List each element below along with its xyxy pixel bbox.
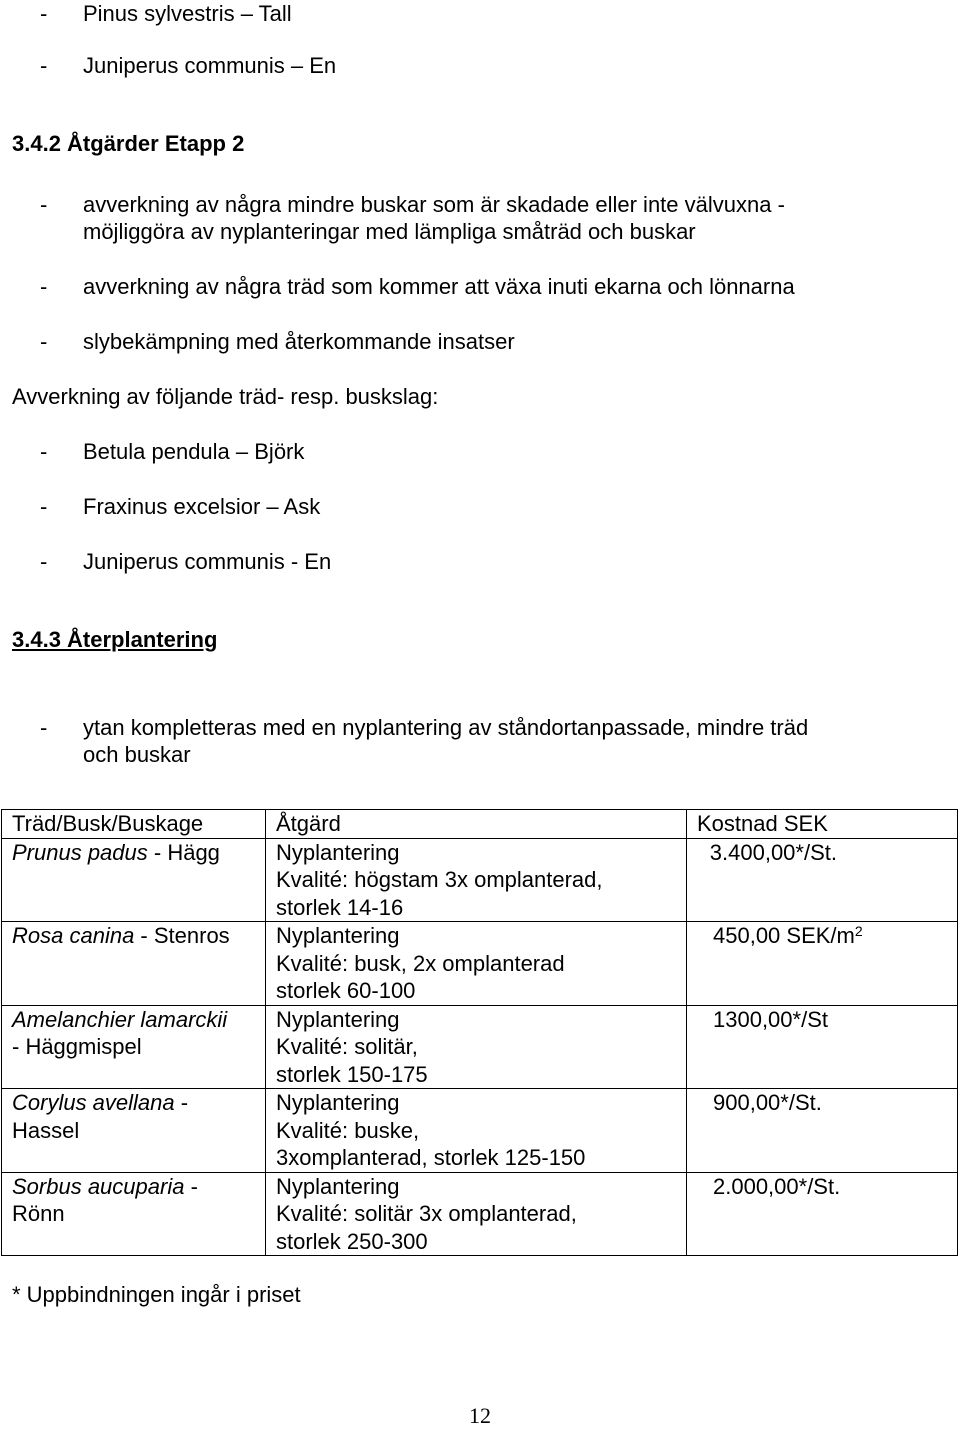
section-heading-343: 3.4.3 Återplantering xyxy=(12,627,218,652)
common-name: Hassel xyxy=(12,1117,80,1143)
table-row xyxy=(2,1005,958,1089)
latin-name: Rosa canina xyxy=(12,923,135,948)
common-name: Rönn xyxy=(12,1201,65,1226)
action-cell: Nyplantering Kvalité: solitär, storlek 150-175 xyxy=(266,1005,687,1089)
common-name: - Stenros xyxy=(134,923,230,948)
page-number: 12 xyxy=(469,1403,491,1428)
cost-table xyxy=(1,809,958,1256)
cost-cell: 1300,00*/St xyxy=(687,1005,958,1089)
latin-name: Sorbus aucuparia xyxy=(12,1173,185,1199)
column-header: Kostnad SEK xyxy=(687,810,958,839)
plant-cell xyxy=(2,838,266,922)
cost-cell: 900,00*/St. xyxy=(687,1089,958,1173)
plant-cell xyxy=(2,1005,266,1089)
removal-intro: Avverkning av följande träd- resp. buskslag: xyxy=(12,384,439,409)
common-name: - Hägg xyxy=(147,839,220,865)
common-name: - xyxy=(184,1173,198,1199)
table-row xyxy=(2,838,958,922)
section-heading-342: 3.4.2 Åtgärder Etapp 2 xyxy=(12,131,245,156)
column-header: Åtgärd xyxy=(266,810,687,839)
table-header-row xyxy=(2,810,958,839)
plant-cell xyxy=(2,922,266,1006)
unit-superscript: 2 xyxy=(854,923,863,939)
latin-name: Corylus avellana xyxy=(12,1090,175,1115)
footnote: * Uppbindningen ingår i priset xyxy=(12,1282,301,1307)
latin-name: Prunus padus xyxy=(12,839,148,865)
column-header: Träd/Busk/Buskage xyxy=(2,810,266,839)
common-name: - Häggmispel xyxy=(12,1034,142,1059)
action-cell: Nyplantering Kvalité: solitär 3x omplanterad, storlek 250-300 xyxy=(266,1172,687,1256)
cost-cell: 2.000,00*/St. xyxy=(687,1172,958,1256)
table-row xyxy=(2,1089,958,1173)
action-cell: Nyplantering Kvalité: buske, 3xomplanterad, storlek 125-150 xyxy=(266,1089,687,1173)
common-name: - xyxy=(174,1090,189,1115)
plant-cell xyxy=(2,1089,266,1173)
cost-cell: 450,00 SEK/$m^2$ xyxy=(687,922,958,1006)
table-row xyxy=(2,922,958,1006)
action-cell: Nyplantering Kvalité: busk, 2x omplanterad storlek 60-100 xyxy=(266,922,687,1006)
plant-cell xyxy=(2,1172,266,1256)
cost-cell: 3.400,00*/St. xyxy=(687,838,958,922)
table-row xyxy=(2,1172,958,1256)
action-cell: Nyplantering Kvalité: högstam 3x omplanterad, storlek 14-16 xyxy=(266,838,687,922)
latin-name: Amelanchier lamarckii xyxy=(12,1006,228,1032)
